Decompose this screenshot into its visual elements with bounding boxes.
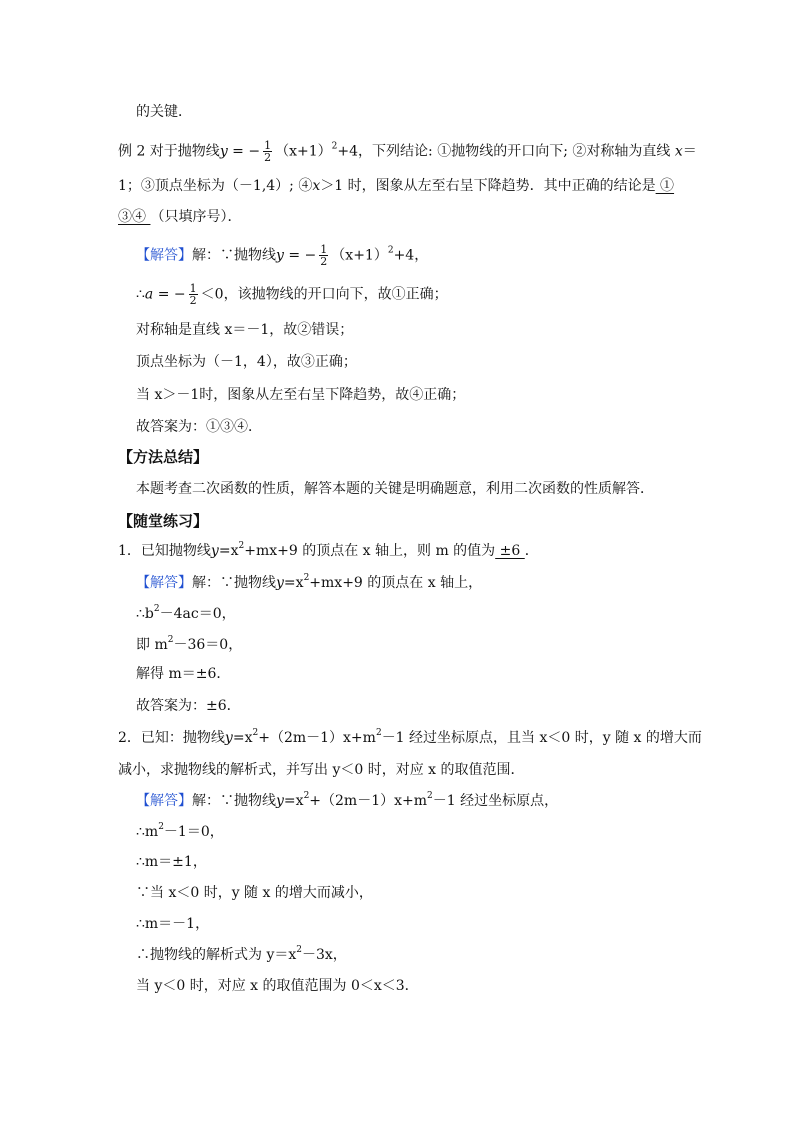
- text-line: 的关键．: [136, 104, 192, 120]
- practice-1-solution-4: 解得 m＝±6．: [136, 666, 231, 682]
- var-y: y: [210, 543, 219, 559]
- text: （只填序号）．: [150, 209, 242, 225]
- text: ∴m: [136, 824, 159, 840]
- denominator: 2: [189, 294, 197, 307]
- text: ．: [524, 543, 539, 559]
- superscript: 2: [375, 728, 382, 738]
- var-y: y: [224, 730, 233, 746]
- practice-2-question-1: [118, 728, 702, 748]
- text: （x+1）: [275, 143, 332, 160]
- superscript: 2: [303, 573, 310, 583]
- text: －1 经过坐标原点，: [432, 793, 559, 809]
- text: 1．已知抛物线: [118, 543, 211, 559]
- practice-2-solution-5: ∴m＝－1，: [136, 916, 210, 932]
- answer-blank: ①: [655, 178, 675, 194]
- text: 解：∵抛物线: [192, 793, 276, 809]
- denominator: 2: [264, 151, 272, 164]
- text: +mx+9 的顶点在 x 轴上，则 m 的值为: [244, 543, 496, 559]
- practice-2-solution-1: [136, 791, 558, 811]
- text: =x: [283, 575, 304, 591]
- text: －1＝0，: [163, 824, 224, 840]
- practice-2-solution-2: [136, 822, 224, 842]
- text: －36＝0，: [173, 637, 243, 653]
- denominator: 2: [320, 255, 328, 268]
- text: = −: [153, 286, 186, 303]
- text: 即 m: [136, 637, 168, 653]
- text: +（2m－1）x+m: [258, 730, 376, 746]
- text: +4，: [393, 247, 429, 264]
- text: +（2m－1）x+m: [309, 793, 428, 809]
- text: 例 2 对于抛物线: [118, 143, 220, 160]
- numerator: 1: [320, 243, 328, 256]
- text: +mx+9 的顶点在 x 轴上，: [309, 575, 483, 591]
- solution-line-4: 顶点坐标为（－1，4），故③正确；: [136, 354, 357, 370]
- superscript: 2: [153, 604, 160, 614]
- section-heading: 【随堂练习】: [118, 512, 209, 530]
- text: = −: [227, 143, 261, 160]
- text: 2．已知：抛物线: [118, 730, 225, 746]
- section-heading: 【方法总结】: [118, 448, 209, 466]
- var-x: x: [674, 143, 683, 160]
- answer-blank: ③④: [118, 209, 151, 225]
- text: ∴b: [136, 606, 154, 622]
- text: ∴: [136, 286, 145, 303]
- superscript: 2: [303, 791, 310, 801]
- var-x: x: [312, 178, 321, 194]
- text: ＜0，该抛物线的开口向下，故①正确；: [200, 286, 448, 303]
- practice-1-solution-2: [136, 604, 236, 624]
- superscript: 2: [167, 635, 174, 645]
- practice-2-question-2: 减小，求抛物线的解析式，并写出 y＜0 时，对应 x 的取值范围．: [118, 762, 525, 778]
- text: +4，下列结论: ①抛物线的开口向下; ②对称轴为直线: [337, 143, 675, 160]
- fraction: [319, 244, 328, 267]
- practice-1-solution-1: [136, 573, 482, 593]
- example-2-line-3: [118, 207, 241, 227]
- practice-2-solution-4: ∵当 x＜0 时，y 随 x 的增大而减小，: [136, 885, 373, 901]
- text: =x: [283, 793, 304, 809]
- practice-2-solution-7: 当 y＜0 时，对应 x 的取值范围为 0＜x＜3．: [136, 978, 419, 994]
- text: 解：∵抛物线: [192, 575, 276, 591]
- solution-line-3: 对称轴是直线 x＝－1，故②错误；: [136, 322, 354, 338]
- practice-2-solution-3: ∴m＝±1，: [136, 854, 207, 870]
- fraction: [189, 283, 198, 306]
- superscript: 2: [427, 791, 433, 801]
- text: －3x，: [302, 947, 347, 963]
- text: 解：∵抛物线: [192, 247, 276, 264]
- solution-tag: 【解答】: [136, 575, 192, 591]
- text: =x: [232, 730, 253, 746]
- var-y: y: [219, 143, 228, 160]
- text: ＝: [682, 143, 697, 160]
- practice-1-solution-3: [136, 635, 242, 655]
- superscript: 2: [238, 541, 245, 551]
- solution-line-2: [136, 283, 448, 306]
- solution-tag: 【解答】: [136, 247, 192, 264]
- solution-line-5: 当 x＞－1时，图象从左至右呈下降趋势，故④正确；: [136, 387, 466, 403]
- superscript: 2: [252, 728, 259, 738]
- superscript: 2: [387, 245, 394, 256]
- solution-line-6: 故答案为：①③④．: [136, 419, 262, 435]
- answer-blank: ±6: [495, 543, 525, 559]
- text: =x: [218, 543, 239, 559]
- numerator: 1: [189, 282, 197, 295]
- text: ＞1 时，图象从左至右呈下降趋势．其中正确的结论是: [320, 178, 656, 194]
- practice-1-solution-5: 故答案为：±6．: [136, 698, 241, 714]
- text: －1 经过坐标原点，且当 x＜0 时，y 随 x 的增大而: [381, 730, 702, 746]
- var-y: y: [276, 793, 284, 809]
- superscript: 2: [331, 141, 338, 152]
- method-text: 本题考查二次函数的性质，解答本题的关键是明确题意，利用二次函数的性质解答．: [136, 481, 654, 497]
- fraction: [263, 140, 272, 163]
- example-2-line-1: [118, 140, 697, 163]
- superscript: 2: [158, 822, 164, 832]
- practice-1-question: [118, 541, 539, 561]
- text: －4ac＝0，: [159, 606, 236, 622]
- superscript: 2: [296, 945, 302, 955]
- solution-line-1: [136, 244, 428, 267]
- var-y: y: [276, 247, 284, 264]
- var-y: y: [276, 575, 284, 591]
- text: = −: [283, 247, 317, 264]
- text: （x+1）: [331, 247, 388, 264]
- example-2-line-2: [118, 176, 674, 196]
- var-a: a: [144, 286, 154, 303]
- solution-tag: 【解答】: [136, 793, 192, 809]
- practice-2-solution-6: [136, 945, 347, 965]
- text: 1；③顶点坐标为（－1,4）; ④: [118, 178, 313, 194]
- text: ∴抛物线的解析式为 y＝x: [136, 947, 297, 963]
- numerator: 1: [264, 139, 272, 152]
